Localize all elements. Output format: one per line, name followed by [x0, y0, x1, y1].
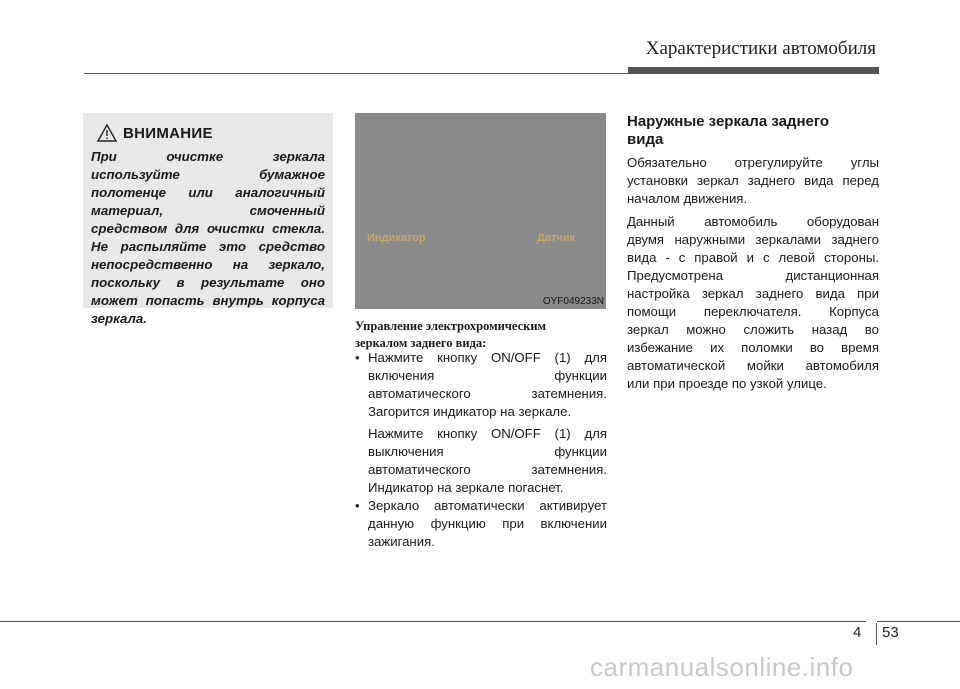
caption-line: Управление электрохромическим — [355, 319, 547, 333]
warning-line: зеркала. — [91, 311, 147, 326]
paragraph — [627, 213, 879, 393]
watermark: carmanualsonline.info — [590, 652, 854, 682]
paragraph-line: или при проезде по узкой улице. — [627, 376, 827, 391]
footer-rule-right — [877, 621, 960, 622]
paragraph-line: автоматической мойки автомобиля — [627, 358, 879, 373]
paragraph-line: настройка зеркал заднего вида при — [627, 286, 879, 301]
outside-mirrors-section — [627, 113, 879, 393]
warning-header — [97, 123, 325, 143]
header-rule-accent — [628, 67, 879, 74]
list-item — [355, 349, 607, 421]
warning-line: материал, смоченный — [91, 203, 325, 218]
list-item-line: зажигания. — [368, 534, 435, 549]
list-item-line: включения функции — [368, 368, 607, 383]
list-item-line: • Нажмите кнопку ON/OFF (1) для — [368, 350, 607, 365]
list-item — [355, 497, 607, 551]
warning-line: Не распыляйте это средство — [91, 239, 325, 254]
warning-box — [83, 113, 333, 326]
paragraph-line: установки зеркал заднего вида перед — [627, 173, 879, 188]
photo-code: OYF049233N — [542, 296, 604, 307]
list-item-line: Нажмите кнопку ON/OFF (1) для — [368, 426, 607, 441]
paragraph-line: Данный автомобиль оборудован — [627, 214, 879, 229]
paragraph-line: двумя наружными зеркалами заднего — [627, 232, 879, 247]
list-item-line: Загорится индикатор на зеркале. — [368, 404, 572, 419]
warning-text — [91, 148, 325, 328]
section-title-line: вида — [627, 131, 664, 148]
list-item-line: выключения функции — [368, 444, 607, 459]
paragraph-line: избежание их поломки во время — [627, 340, 879, 355]
list-item-line: автоматического затемнения. — [368, 386, 607, 401]
page-number: 53 — [882, 624, 899, 641]
list-item-line: автоматического затемнения. — [368, 462, 607, 477]
footer-divider — [876, 623, 877, 645]
warning-line: непосредственно на зеркало, — [91, 257, 325, 272]
warning-line: может попасть внутрь корпуса — [91, 293, 325, 308]
footer-rule — [0, 621, 866, 622]
warning-line: используйте бумажное — [91, 167, 325, 182]
instruction-list — [355, 349, 607, 551]
list-item-subparagraph — [355, 425, 607, 497]
photo-label-indicator: Индикатор — [367, 232, 426, 244]
paragraph-line: Предусмотрена дистанционная — [627, 268, 879, 283]
chapter-number: 4 — [853, 624, 862, 641]
paragraph-line: началом движения. — [627, 191, 748, 206]
section-title-line: Наружные зеркала заднего — [627, 113, 830, 130]
paragraph — [627, 154, 879, 208]
list-item-line: Индикатор на зеркале погаснет. — [368, 480, 564, 495]
mirror-photo — [355, 113, 606, 309]
caption-line: зеркалом заднего вида: — [355, 336, 487, 350]
warning-line: При очистке зеркала — [91, 149, 325, 164]
page-header-title: Характеристики автомобиля — [645, 38, 876, 59]
section-title — [627, 113, 879, 149]
list-item-line: данную функцию при включении — [368, 516, 607, 531]
paragraph-line: зеркал можно сложить назад во — [627, 322, 879, 337]
header-rule — [84, 73, 632, 74]
list-item-line: • Зеркало автоматически активирует — [368, 498, 607, 513]
warning-triangle-icon — [97, 124, 117, 142]
paragraph-line: помощи переключателя. Корпуса — [627, 304, 879, 319]
warning-line: полотенце или аналогичный — [91, 185, 325, 200]
warning-line: средством для очистки стекла. — [91, 221, 325, 236]
photo-caption — [355, 318, 607, 352]
warning-line: поскольку в результате оно — [91, 275, 325, 290]
paragraph-line: вида - с правой и с левой стороны. — [627, 250, 879, 265]
paragraph-line: Обязательно отрегулируйте углы — [627, 155, 879, 170]
photo-label-sensor: Датчик — [537, 232, 575, 244]
warning-label: ВНИМАНИЕ — [123, 124, 213, 142]
